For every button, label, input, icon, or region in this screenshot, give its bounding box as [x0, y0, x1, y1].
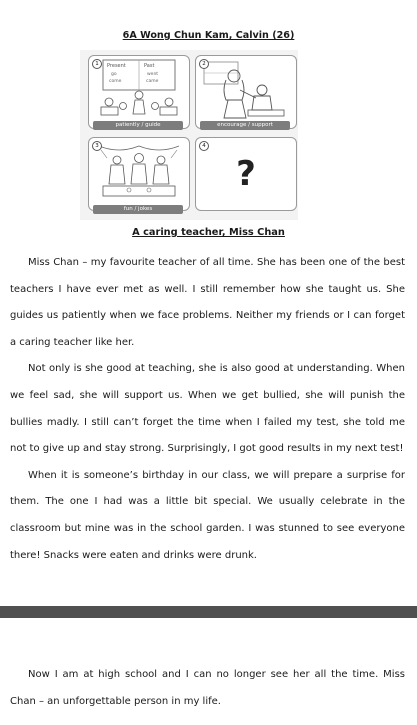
teacher-comforting-illustration	[196, 56, 296, 128]
board-label-present: Present	[107, 63, 126, 69]
picture-panel-4	[195, 137, 297, 211]
panel-number: 2	[199, 59, 209, 69]
panel-number: 3	[92, 141, 102, 151]
essay-body	[10, 250, 405, 569]
picture-panel-2	[195, 55, 297, 129]
panel-caption: encourage / support	[200, 121, 290, 130]
board-word-came: came	[146, 79, 159, 84]
picture-prompt-grid	[80, 50, 298, 220]
panel-number: 4	[199, 141, 209, 151]
board-word-went: went	[147, 72, 159, 77]
picture-panel-1	[88, 55, 190, 129]
board-word-come: come	[109, 79, 122, 84]
panel-number: 1	[92, 59, 102, 69]
page-divider	[0, 606, 417, 618]
essay-paragraph: Miss Chan – my favourite teacher of all time. She has been one of the best teachers I have ever met as well. I still remember how she taught us. She guides us patiently when we face problems. Neither my friends or I can forget a caring teacher like her.	[10, 257, 405, 348]
panel-caption: patiently / guide	[93, 121, 183, 130]
essay-paragraph: When it is someone’s birthday in our class, we will prepare a surprise for them. The one I had was a little bit special. We usually celebrate in the classroom but mine was in the school garden. I was stunned to see everyone there! Snacks were eaten and drinks were drunk.	[10, 469, 405, 561]
essay-closing	[10, 662, 405, 715]
class-party-illustration	[89, 138, 189, 210]
board-label-past: Past	[144, 63, 155, 69]
panel-caption: fun / jokes	[93, 205, 183, 214]
student-header: 6A Wong Chun Kam, Calvin (26)	[122, 30, 295, 41]
board-word-go: go	[111, 72, 117, 77]
essay-paragraph: Not only is she good at teaching, she is also good at understanding. When we feel sad, she will support us. When we get bullied, she will punish the bullies madly. I still can’t forget the time when I failed my test, she told me not to give up and stay strong. Surprisingly, I got good results in my next test!	[10, 363, 405, 455]
picture-panel-3	[88, 137, 190, 211]
classroom-teaching-illustration	[89, 56, 189, 128]
essay-title: A caring teacher, Miss Chan	[132, 227, 285, 238]
essay-paragraph: Now I am at high school and I can no longer see her all the time. Miss Chan – an unforgettable person in my life.	[10, 669, 405, 707]
question-mark-icon: ?	[236, 154, 256, 194]
